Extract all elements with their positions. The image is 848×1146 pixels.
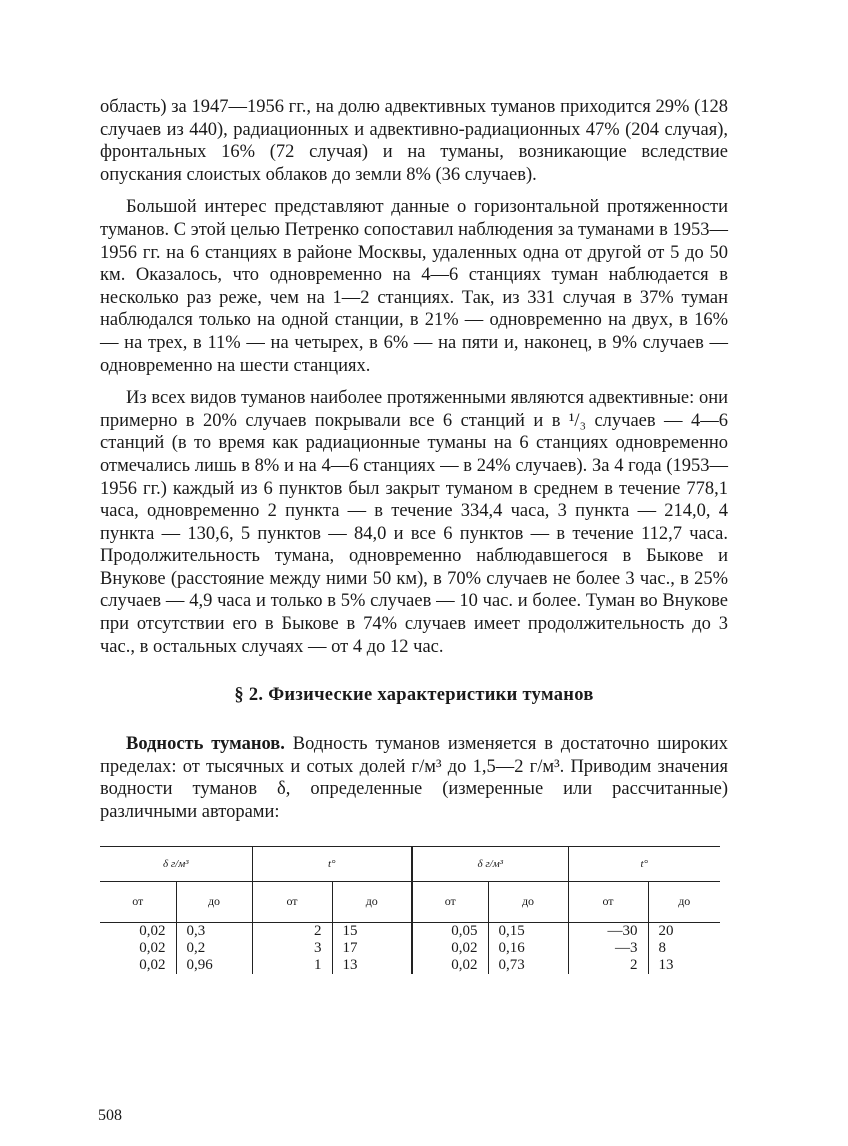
page-number: 508 bbox=[98, 1107, 122, 1124]
fog-water-table bbox=[100, 846, 720, 974]
table-header-cell: δ г/м³ bbox=[100, 846, 252, 881]
table-cell: —30 —3 2 bbox=[568, 922, 648, 974]
table-cell: 0,15 0,16 0,73 bbox=[488, 922, 568, 974]
paragraph-4-text: Водность туманов изменяется в достаточно широких пределах: от тысячных и сотых долей г/м³ до 1,5—2 г/м³. Приводим значения водности туманов δ, определенные (измеренные или рассчитанные) различными авторами: bbox=[100, 734, 728, 823]
table-header-cell: δ г/м³ bbox=[412, 846, 568, 881]
table-cell: 0,3 0,2 0,96 bbox=[176, 922, 252, 974]
table-subheader-cell: от bbox=[100, 881, 176, 922]
table-subheader-cell: от bbox=[568, 881, 648, 922]
table-header-cell: t° bbox=[568, 846, 720, 881]
page-body bbox=[100, 96, 728, 974]
table-cell: 15 17 13 bbox=[332, 922, 412, 974]
paragraph-1: область) за 1947—1956 гг., на долю адвективных туманов приходится 29% (128 случаев из 440), радиационных и адвективно-радиационных 47% (204 случая), фронтальных 16% (72 случая) и на туманы, возникающие вследствие опускания слоистых облаков до земли 8% (36 случаев). bbox=[100, 97, 728, 185]
table-subheader-row bbox=[100, 881, 720, 922]
runin-title: Водность туманов. bbox=[126, 734, 285, 755]
table-subheader-cell: до bbox=[648, 881, 720, 922]
table-subheader-cell: до bbox=[176, 881, 252, 922]
table-subheader-cell: до bbox=[332, 881, 412, 922]
section-heading: § 2. Физические характеристики туманов bbox=[234, 685, 594, 706]
table-subheader-cell: от bbox=[412, 881, 488, 922]
table-data-row bbox=[100, 922, 720, 974]
paragraph-2: Большой интерес представляют данные о горизонтальной протяженности туманов. С этой целью Петренко сопоставил наблюдения за туманами в 1953—1956 гг. на 6 станциях в районе Москвы, удаленных одна от другой от 5 до 50 км. Оказалось, что одновременно на 4—6 станциях туман наблюдается в несколько раз реже, чем на 1—2 станциях. Так, из 331 случая в 37% туман наблюдался только на одной станции, в 21% — одновременно на двух, в 16% — на трех, в 11% — на четырех, в 6% — на пяти и, наконец, в 9% случаев — одновременно на шести станциях. bbox=[100, 197, 728, 376]
table-subheader-cell: от bbox=[252, 881, 332, 922]
paragraph-3: Из всех видов туманов наиболее протяженными являются адвективные: они примерно в 20% случаев покрывали все 6 станций и в ¹/₃ случаев — 4—6 станций (в то время как радиационные туманы на 6 станциях одновременно отмечались лишь в 8% и на 4—6 станциях — в 24% случаев). За 4 года (1953—1956 гг.) каждый из 6 пунктов был закрыт туманом в среднем в течение 778,1 часа, одновременно 2 пункта — в течение 334,4 часа, 3 пункта — 214,0, 4 пункта — 130,6, 5 пунктов — 84,0 и все 6 пунктов — в течение 112,7 часа. Продолжительность тумана, одновременно наблюдавшегося в Быкове и Внукове (расстояние между ними 50 км), в 70% случаев не более 3 час., в 25% случаев — 4,9 часа и только в 5% случаев — 10 час. и более. Туман во Внукове при отсутствии его в Быкове в 74% случаев имеет продолжительность до 3 час., в остальных случаях — от 4 до 12 час. bbox=[100, 388, 728, 657]
table-cell: 0,05 0,02 0,02 bbox=[412, 922, 488, 974]
table-header-cell: t° bbox=[252, 846, 412, 881]
table-header-row bbox=[100, 846, 720, 881]
table-cell: 20 8 13 bbox=[648, 922, 720, 974]
table-cell: 2 3 1 bbox=[252, 922, 332, 974]
table-subheader-cell: до bbox=[488, 881, 568, 922]
paragraph-4 bbox=[100, 733, 728, 823]
table-cell: 0,02 0,02 0,02 bbox=[139, 922, 166, 973]
